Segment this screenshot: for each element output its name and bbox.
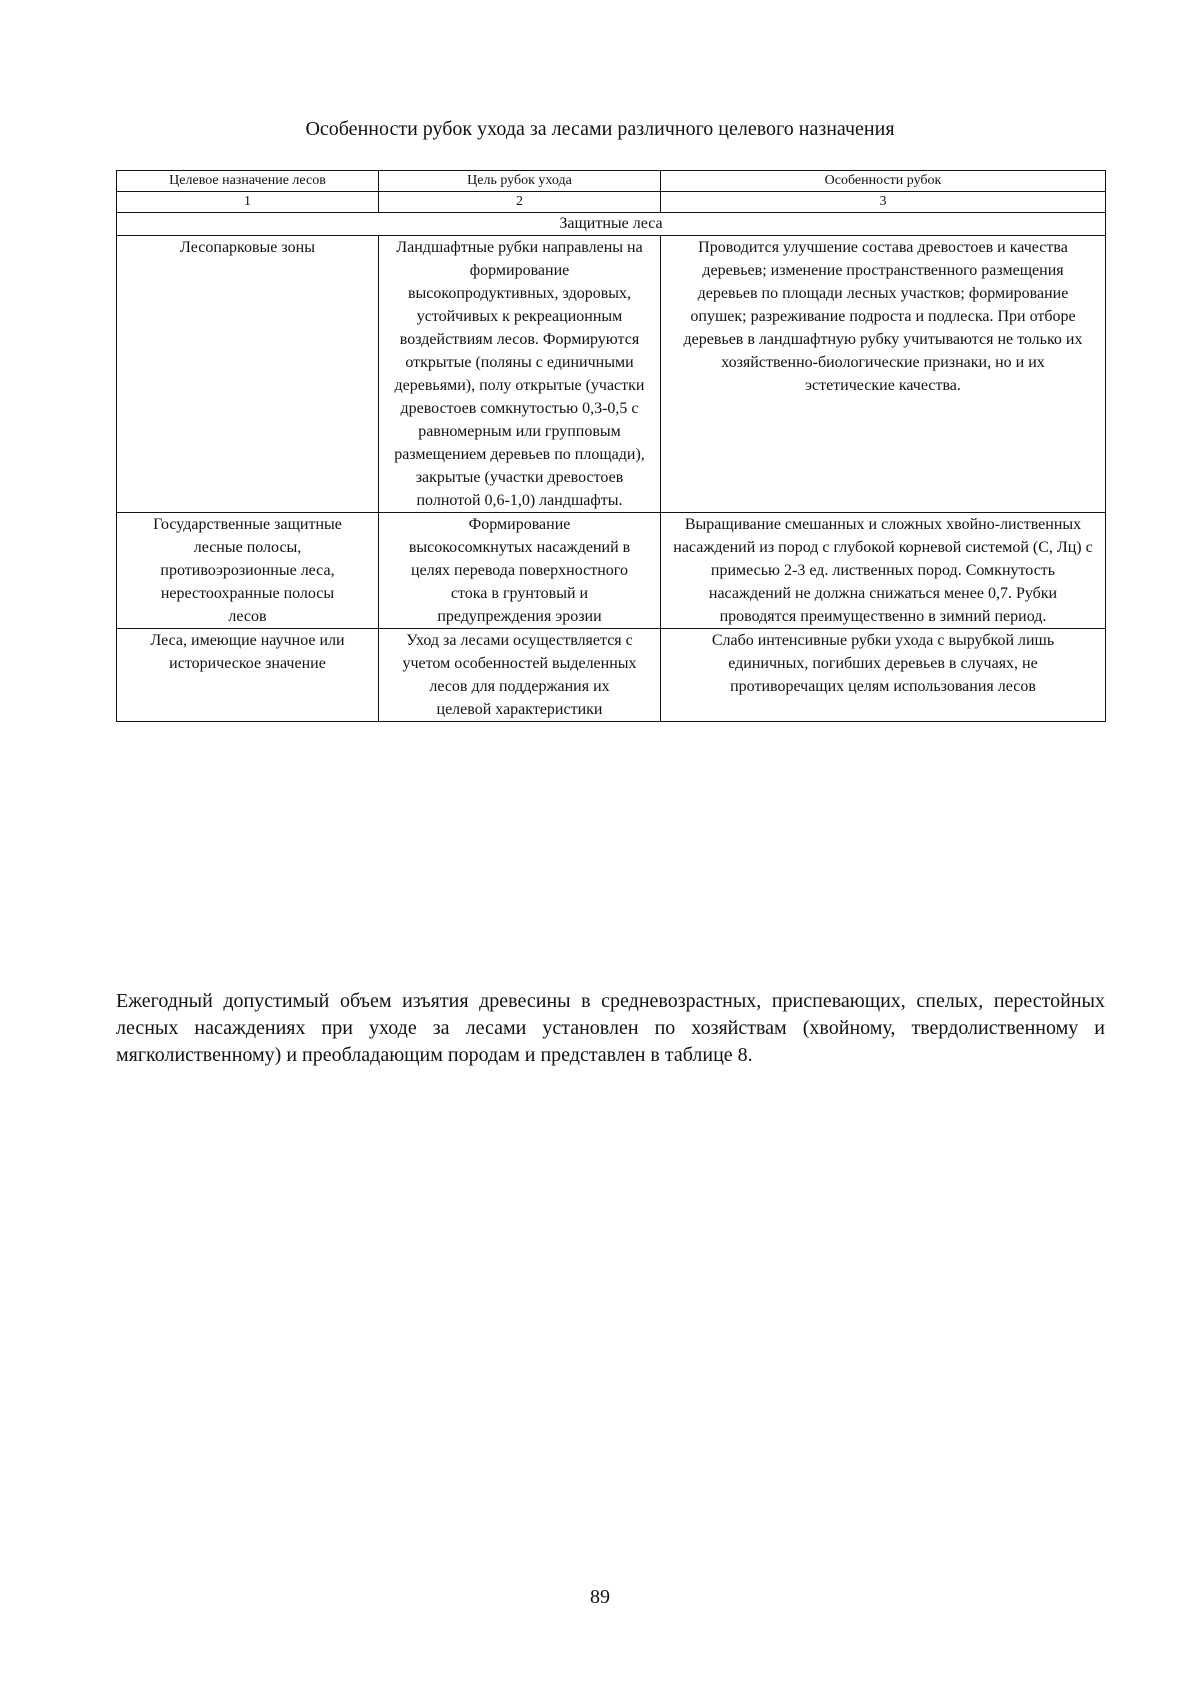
body-paragraph: Ежегодный допустимый объем изъятия древесины в средневозрастных, приспевающих, спелых, перестойных лесных насаждениях при уходе за лесами установлен по хозяйствам (хвойному, твердолиственному и мягколиственному) и преобладающим породам и представлен в таблице 8. — [116, 990, 1105, 1066]
cell-purpose: Леса, имеющие научное или историческое значение — [117, 629, 379, 722]
table-row — [117, 629, 1106, 722]
cell-features: Выращивание смешанных и сложных хвойно-лиственных насаждений из пород с глубокой корневой системой (С, Лц) с примесью 2-3 ед. лиственных пород. Сомкнутость насаждений не должна снижаться менее 0,7. Рубки проводятся преимущественно в зимний период. — [661, 513, 1106, 629]
cell-purpose: Лесопарковые зоны — [117, 236, 379, 513]
table-title: Особенности рубок ухода за лесами различного целевого назначения — [305, 118, 895, 140]
page-number: 89 — [590, 1586, 610, 1608]
section-title: Защитные леса — [117, 213, 1106, 236]
column-number: 2 — [379, 192, 661, 213]
table-row — [117, 513, 1106, 629]
header-features: Особенности рубок — [661, 171, 1106, 192]
table-row — [117, 236, 1106, 513]
column-number: 3 — [661, 192, 1106, 213]
header-goal: Цель рубок ухода — [379, 171, 661, 192]
column-number-row — [117, 192, 1106, 213]
cell-features: Проводится улучшение состава древостоев и качества деревьев; изменение пространственного размещения деревьев по площади лесных участков; формирование опушек; разреживание подроста и подлеска. При отборе деревьев в ландшафтную рубку учитываются не только их хозяйственно-биологические признаки, но и их эстетические качества. — [661, 236, 1106, 513]
column-number: 1 — [117, 192, 379, 213]
table-header-row — [117, 171, 1106, 192]
cell-goal: Ландшафтные рубки направлены на формирование высокопродуктивных, здоровых, устойчивых к рекреационным воздействиям лесов. Формируются открытые (поляны с единичными деревьями), полу открытые (участки древостоев сомкнутостью 0,3-0,5 с равномерным или групповым размещением деревьев по площади), закрытые (участки древостоев полнотой 0,6-1,0) ландшафты. — [379, 236, 661, 513]
header-purpose: Целевое назначение лесов — [117, 171, 379, 192]
cell-purpose: Государственные защитные лесные полосы, противоэрозионные леса, нерестоохранные полосы лесов — [117, 513, 379, 629]
section-row — [117, 213, 1106, 236]
cell-goal: Уход за лесами осуществляется с учетом особенностей выделенных лесов для поддержания их целевой характеристики — [379, 629, 661, 722]
cell-features: Слабо интенсивные рубки ухода с вырубкой лишь единичных, погибших деревьев в случаях, не противоречащих целям использования лесов — [661, 629, 1106, 722]
forest-care-table — [116, 170, 1106, 722]
cell-goal: Формирование высокосомкнутых насаждений в целях перевода поверхностного стока в грунтовый и предупреждения эрозии — [379, 513, 661, 629]
